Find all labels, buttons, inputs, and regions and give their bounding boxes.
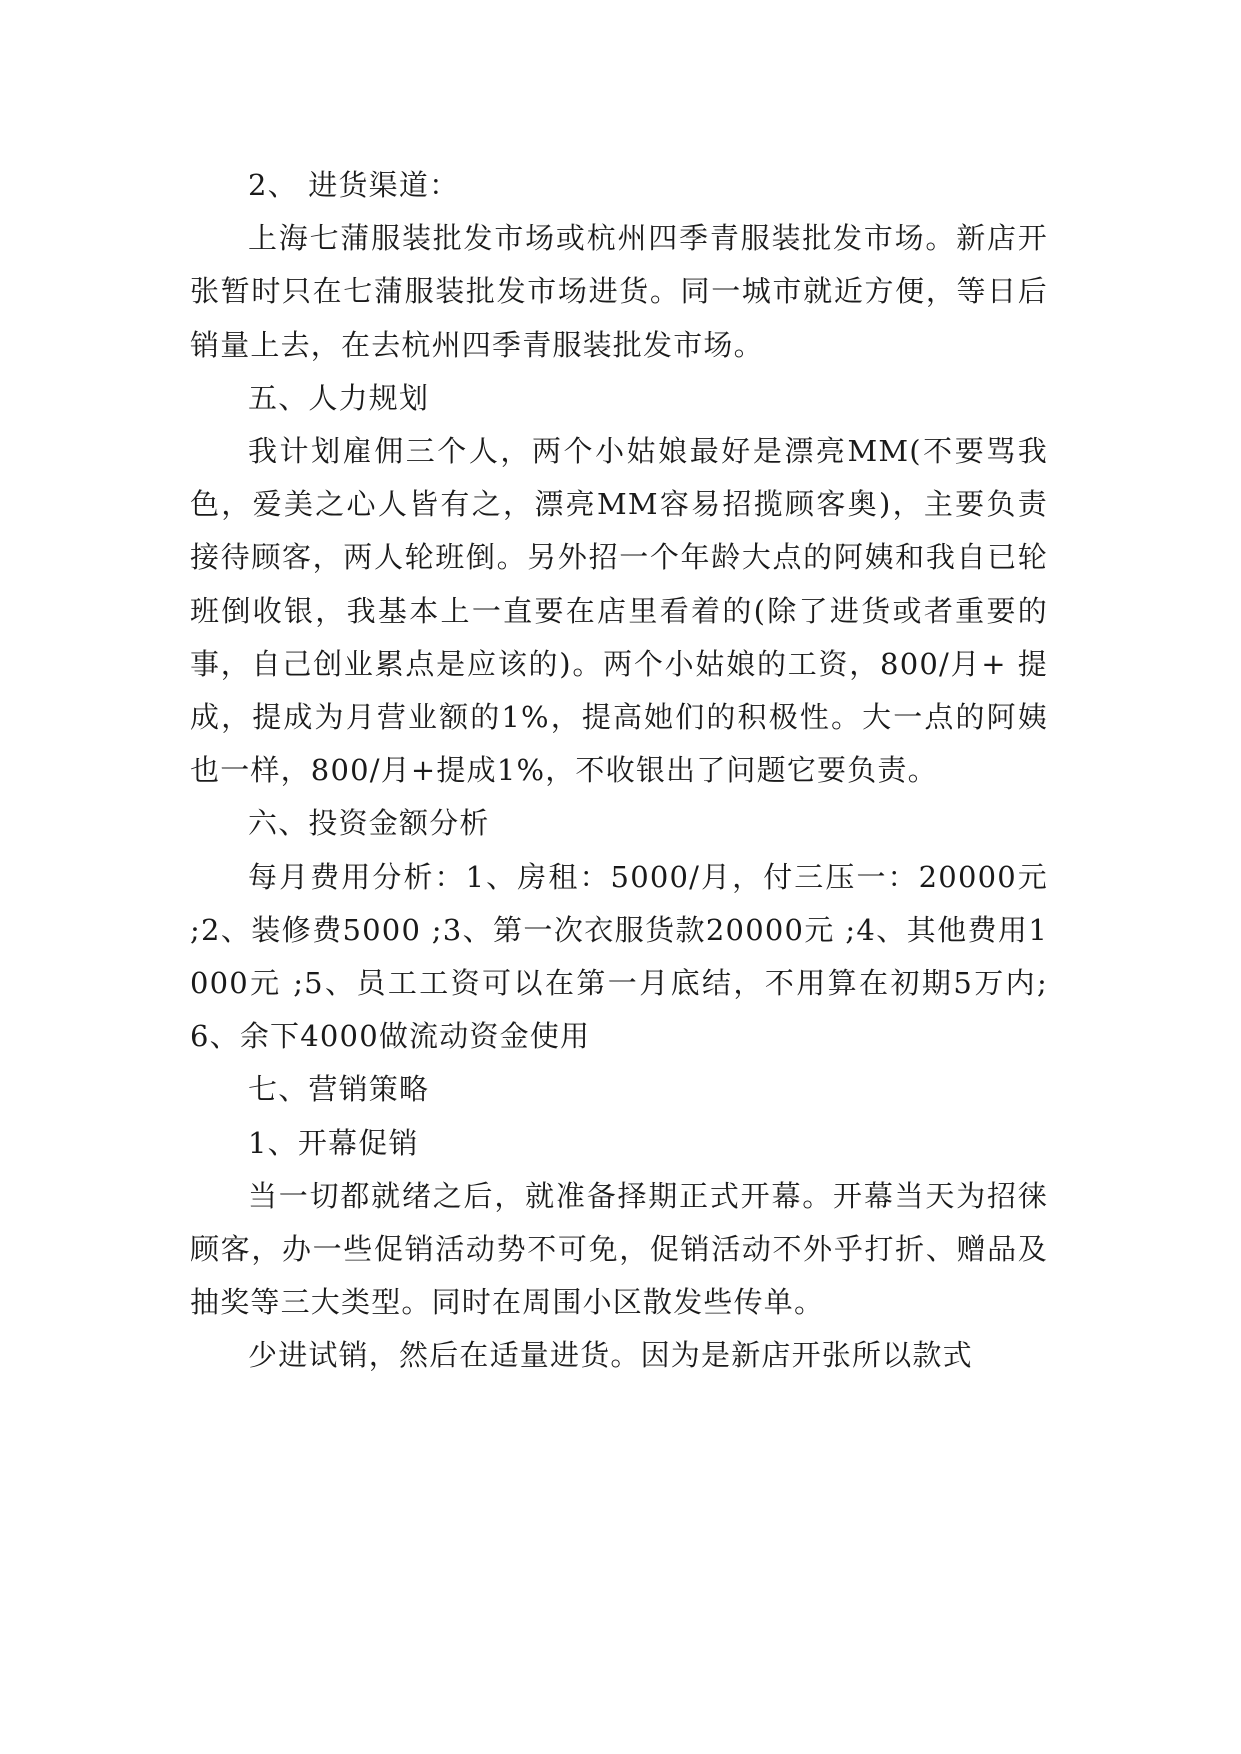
paragraph-staffing: 我计划雇佣三个人，两个小姑娘最好是漂亮MM(不要骂我色，爱美之心人皆有之，漂亮MM容易招揽顾客奥)，主要负责接待顾客，两人轮班倒。另外招一个年龄大点的阿姨和我自已轮班倒收银，我基本上一直要在店里看着的(除了进货或者重要的事，自己创业累点是应该的)。两个小姑娘的工资，800/月+ 提成，提成为月营业额的1%，提高她们的积极性。大一点的阿姨也一样，800/月+提成1%，不收银出了问题它要负责。 bbox=[190, 434, 1048, 788]
section-heading-staffing: 五、人力规划 bbox=[248, 380, 430, 415]
section-heading-marketing: 七、营销策略 bbox=[248, 1072, 430, 1107]
document-body bbox=[190, 159, 1048, 1383]
section-heading-purchase-channel: 2、 进货渠道： bbox=[248, 168, 460, 202]
paragraph-opening-promotion: 当一切都就绪之后，就准备择期正式开幕。开幕当天为招徕顾客，办一些促销活动势不可免，促销活动不外乎打折、赠品及抽奖等三大类型。同时在周围小区散发些传单。 bbox=[190, 1178, 1048, 1320]
paragraph-trial-sales: 少进试销，然后在适量进货。因为是新店开张所以款式 bbox=[248, 1338, 973, 1373]
section-heading-investment: 六、投资金额分析 bbox=[248, 806, 490, 841]
subheading-opening-promotion: 1、开幕促销 bbox=[248, 1125, 419, 1160]
paragraph-purchase-channel: 上海七蒲服装批发市场或杭州四季青服装批发市场。新店开张暂时只在七蒲服装批发市场进货。同一城市就近方便，等日后销量上去，在去杭州四季青服装批发市场。 bbox=[190, 221, 1048, 362]
paragraph-investment: 每月费用分析：1、房租：5000/月，付三压一：20000元 ;2、装修费5000 ;3、第一次衣服货款20000元 ;4、其他费用1000元 ;5、员工工资可以在第一月底结，不用算在初期5万内;6、余下4000做流动资金使用 bbox=[190, 859, 1048, 1054]
